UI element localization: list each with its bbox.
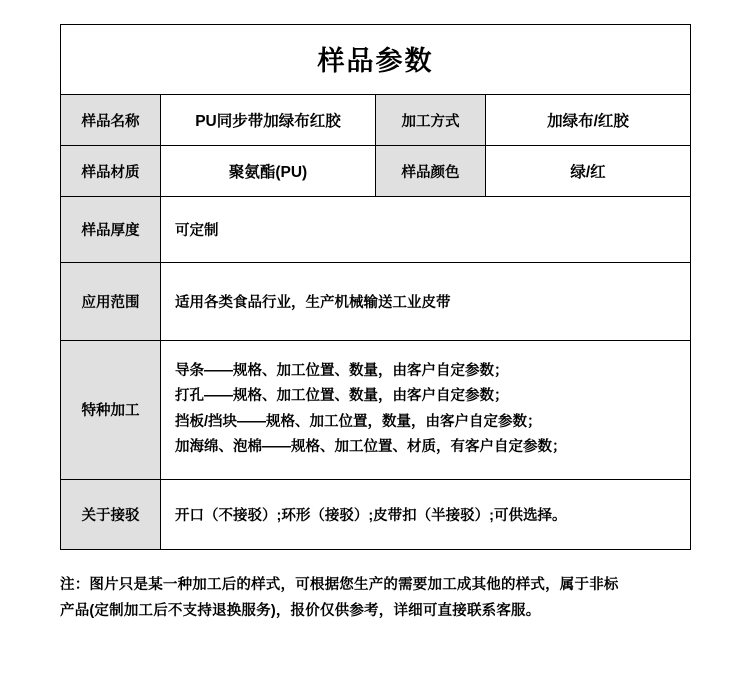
table-row-special-processing bbox=[61, 341, 691, 480]
table-row bbox=[61, 146, 691, 197]
row-label-sample-color: 样品颜色 bbox=[376, 146, 486, 197]
row-value-application: 适用各类食品行业，生产机械输送工业皮带 bbox=[161, 263, 691, 341]
row-label-special-processing: 特种加工 bbox=[61, 341, 161, 480]
special-line-2: 打孔——规格、加工位置、数量，由客户自定参数； bbox=[175, 388, 509, 405]
row-label-joint: 关于接驳 bbox=[61, 479, 161, 549]
row-value-processing-method: 加绿布/红胶 bbox=[486, 95, 691, 146]
row-label-application: 应用范围 bbox=[61, 263, 161, 341]
table-row bbox=[61, 479, 691, 549]
row-label-processing-method: 加工方式 bbox=[376, 95, 486, 146]
row-value-thickness: 可定制 bbox=[161, 197, 691, 263]
table-row bbox=[61, 197, 691, 263]
table-row bbox=[61, 95, 691, 146]
special-line-4: 加海绵、泡棉——规格、加工位置、材质，有客户自定参数； bbox=[175, 439, 567, 456]
row-value-special-processing bbox=[161, 341, 691, 480]
page-title: 样品参数 bbox=[61, 25, 691, 95]
row-value-sample-color: 绿/红 bbox=[486, 146, 691, 197]
footer-note-line-1: 注：图片只是某一种加工后的样式，可根据您生产的需要加工成其他的样式，属于非标 bbox=[60, 576, 619, 593]
special-line-1: 导条——规格、加工位置、数量，由客户自定参数； bbox=[175, 363, 509, 379]
row-value-sample-material: 聚氨酯(PU) bbox=[161, 146, 376, 197]
row-value-sample-name: PU同步带加绿布红胶 bbox=[161, 95, 376, 146]
row-value-joint: 开口（不接驳）;环形（接驳）;皮带扣（半接驳）;可供选择。 bbox=[161, 479, 691, 549]
table-row bbox=[61, 263, 691, 341]
table-title-row bbox=[61, 25, 691, 95]
sample-parameters-table bbox=[60, 24, 691, 550]
row-label-sample-material: 样品材质 bbox=[61, 146, 161, 197]
footer-note bbox=[60, 572, 690, 626]
row-label-sample-name: 样品名称 bbox=[61, 95, 161, 146]
special-line-3: 挡板/挡块——规格、加工位置，数量，由客户自定参数； bbox=[175, 413, 542, 430]
footer-note-line-2: 产品(定制加工后不支持退换服务)，报价仅供参考，详细可直接联系客服。 bbox=[60, 603, 541, 620]
row-label-thickness: 样品厚度 bbox=[61, 197, 161, 263]
